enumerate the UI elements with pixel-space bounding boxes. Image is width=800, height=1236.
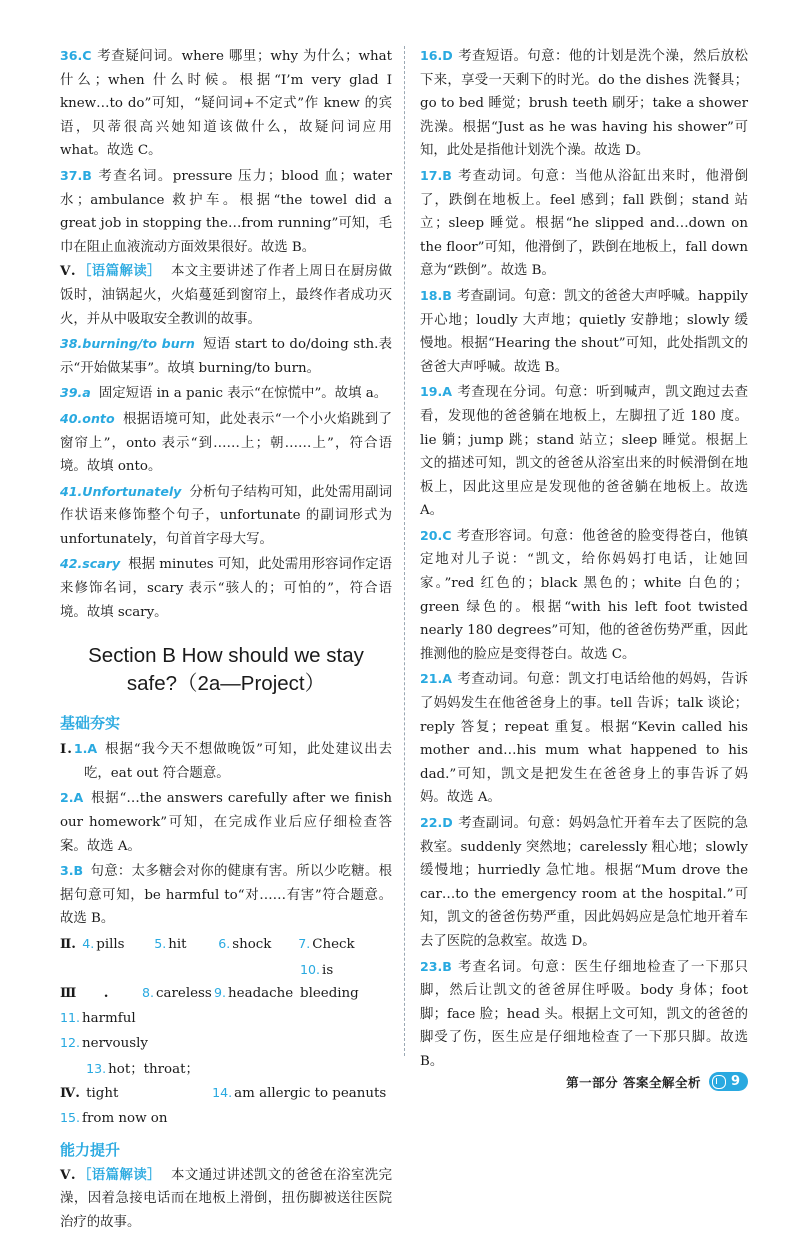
part-numeral: Ⅴ. — [60, 263, 76, 280]
answer-number: 20.C — [420, 527, 452, 543]
answer-17 — [420, 164, 748, 283]
answer-number: 39.a — [60, 385, 91, 401]
answer-number: 40.onto — [60, 410, 115, 426]
answer-36 — [60, 44, 392, 163]
fill-answer: 14. am allergic to peanuts — [212, 1084, 387, 1101]
answer-explanation: 考查副词。句意：凯文的爸爸大声呼喊。happily 开心地；loudly 大声地；quietly 安静地；slowly 缓慢地。根据“Hearing the shout”可知，此处指凯文的爸爸大声呼喊。故选 B。 — [420, 288, 748, 375]
fill-answer: 4. pills — [82, 936, 125, 952]
fill-answer: 7. Check — [298, 936, 355, 952]
answer-21 — [420, 667, 748, 810]
answer-number: 23.B — [420, 958, 452, 974]
footer-label: 第一部分 答案全解全析 — [566, 1074, 701, 1090]
section-title-line-2: safe?（2a—Project） — [126, 672, 326, 696]
answer-18 — [420, 284, 748, 379]
answer-39 — [60, 381, 392, 406]
answer-number: 19.A — [420, 384, 453, 400]
answer-explanation: 考查形容词。句意：他爸爸的脸变得苍白，他镇定地对儿子说：“凯文，给你妈妈打电话，让她回家。”red 红色的；black 黑色的；white 白色的；green 绿色的。根据“with his left foot twisted nearly 180 degrees”可知，他的爸爸伤势严重，因此推测他的脸应是变得苍白。故选 C。 — [420, 528, 748, 662]
fill-answer: 5. hit — [154, 936, 187, 952]
answer-number: 17.B — [420, 167, 452, 183]
subhead-basic: 基础夯实 — [60, 714, 121, 733]
answer-explanation: 根据语境可知，此处表示“一个小火焰跳到了窗帘上”，onto 表示“到……上；朝……上”，符合语境。故填 onto。 — [60, 411, 392, 475]
page-number-badge — [709, 1072, 748, 1091]
passage-summary-5 — [60, 260, 392, 331]
fill-answer: 6. shock — [218, 936, 272, 952]
passage-tag: ［语篇解读］ — [77, 1166, 162, 1183]
page-footer — [566, 1072, 748, 1091]
answer-19 — [420, 380, 748, 523]
answer-explanation: 短语 start to do/doing sth.表示“开始做某事”。故填 burning/to burn。 — [60, 337, 392, 376]
answer-explanation: 根据 minutes 可知，此处需用形容词作定语来修饰名词，scary 表示“骇人的；可怕的”，符合语境。故填 scary。 — [60, 557, 392, 620]
answer-row-2 — [60, 932, 392, 957]
answer-row-3 — [60, 958, 392, 1031]
answer-1 — [60, 737, 392, 785]
part-numeral: Ⅲ. — [60, 985, 109, 1002]
fill-answer: 8. careless — [142, 985, 212, 1002]
answer-explanation: 考查疑问词。where 哪里；why 为什么；what 什么；when 什么时候。根据“I’m very glad I knew…to do”可知，“疑问词+不定式”作 knew 的宾语，贝蒂很高兴她知道该做什么，故疑问词应用 what。故选 C。 — [60, 49, 392, 159]
part-numeral: Ⅰ. — [60, 741, 72, 758]
answer-number: 22.D — [420, 815, 453, 830]
part-numeral: Ⅳ. — [60, 1084, 80, 1101]
passage-tag: ［语篇解读］ — [77, 263, 162, 280]
answer-38 — [60, 332, 392, 380]
passage-summary-text: 本文通过讲述凯文的爸爸在浴室洗完澡，因着急接电话而在地板上滑倒，扭伤脚被送往医院治疗的故事。 — [60, 1167, 393, 1230]
answer-number: 42.scary — [60, 556, 121, 572]
fill-answer: 10. is bleeding — [300, 961, 359, 1002]
answer-number: 18.B — [420, 287, 452, 303]
page-number: 9 — [730, 1074, 740, 1089]
answer-22 — [420, 811, 748, 954]
answer-number: 16.D — [420, 48, 453, 63]
answer-row-4 — [60, 1057, 392, 1105]
answer-40 — [60, 407, 392, 479]
answer-explanation: 根据“…the answers carefully after we finish our homework”可知，在完成作业后应仔细检查答案。故选 A。 — [60, 791, 392, 854]
answer-explanation: 考查名词。句意：医生仔细地检查了一下那只脚，然后让凯文的爸爸屏住呼吸。body 身体；foot 脚；face 脸；head 头。根据上文可知，凯文的爸爸的脚受了伤，医生应是仔细地检查了一下那只脚。故选 B。 — [420, 959, 748, 1069]
answer-explanation: 考查短语。句意：他的计划是洗个澡，然后放松下来，享受一天剩下的时光。do the dishes 洗餐具；go to bed 睡觉；brush teeth 刷牙；take a shower 洗澡。根据“Just as he was having his shower”可知，此处是指他计划洗个澡。故选 D。 — [420, 49, 748, 159]
answer-2 — [60, 786, 392, 858]
answer-row-4b: 15. from now on — [60, 1110, 168, 1127]
subhead-ability: 能力提升 — [60, 1140, 121, 1159]
answer-number: 3.B — [60, 863, 84, 879]
answer-number: 21.A — [420, 671, 453, 687]
part-numeral: Ⅴ. — [60, 1166, 76, 1183]
answer-explanation: 根据“我今天不想做晚饭”可知，此处建议出去吃，eat out 符合题意。 — [84, 742, 392, 781]
right-column — [420, 44, 748, 1075]
section-title-line-1: Section B How should we stay — [88, 644, 364, 668]
fill-answer: 13. hot；throat；tight — [86, 1060, 199, 1101]
answer-number: 37.B — [60, 167, 92, 183]
passage-summary-5b — [60, 1164, 392, 1235]
answer-number: 41.Unfortunately — [60, 483, 182, 499]
answer-explanation: 考查名词。pressure 压力；blood 血；water 水；ambulance 救护车。根据“the towel did a great job in stopping the…from running”可知，毛巾在阻止血液流动方面效果很好。故选 B。 — [60, 168, 392, 255]
section-title — [60, 642, 392, 698]
answer-number: 36.C — [60, 48, 92, 63]
page-badge-icon — [712, 1075, 726, 1089]
answer-explanation: 考查动词。句意：凯文打电话给他的妈妈，告诉了妈妈发生在他爸爸身上的事。tell 告诉；talk 谈论；reply 答复；repeat 重复。根据“Kevin called his mother and…his mum what happened to his dad.”可知，凯文是把发生在爸爸身上的事告诉了妈妈。故选 A。 — [420, 672, 748, 806]
answer-number: 2.A — [60, 790, 84, 806]
answer-number: 38.burning/to burn — [60, 336, 195, 352]
answer-explanation: 句意：太多糖会对你的健康有害。所以少吃糖。根据句意可知，be harmful to“对……有害”符合题意。故选 B。 — [60, 864, 392, 927]
answer-37 — [60, 164, 392, 259]
answer-42 — [60, 552, 392, 624]
answer-3 — [60, 859, 392, 931]
fill-answer: 11. harmful — [60, 1009, 136, 1026]
answer-row-3b: 12. nervously — [60, 1035, 148, 1052]
answer-explanation: 分析句子结构可知，此处需用副词作状语来修饰整个句子，unfortunate 的副词形式为 unfortunately，句首首字母大写。 — [60, 484, 392, 547]
fill-answer: 9. headache — [214, 985, 294, 1002]
passage-summary-text: 本文主要讲述了作者上周日在厨房做饭时，油锅起火，火焰蔓延到窗帘上，最终作者成功灭火，并从中吸取安全教训的故事。 — [60, 264, 393, 327]
answer-explanation: 固定短语 in a panic 表示“在惊慌中”。故填 a。 — [98, 386, 388, 402]
part-numeral: Ⅱ. — [60, 936, 76, 952]
answer-explanation: 考查副词。句意：妈妈急忙开着车去了医院的急救室。suddenly 突然地；carelessly 粗心地；slowly 缓慢地；hurriedly 急忙地。根据“Mum drove the car…to the emergency room at the hospital.”可知，凯文的爸爸伤势严重，因此妈妈应是急忙地开着车去了医院的急救室。故选 D。 — [420, 816, 748, 949]
answer-23 — [420, 955, 748, 1074]
answer-20 — [420, 524, 748, 667]
left-column — [60, 44, 392, 1236]
answer-explanation: 考查动词。句意：当他从浴缸出来时，他滑倒了，跌倒在地板上。feel 感到；fall 跌倒；stand 站立；sleep 睡觉。根据“he slipped and…down on the floor”可知，他滑倒了，跌倒在地板上，fall down 意为“跌倒”。故选 B。 — [420, 168, 748, 279]
answer-41 — [60, 480, 392, 552]
answer-number: 1.A — [73, 741, 98, 757]
answer-16 — [420, 44, 748, 163]
column-divider — [404, 46, 405, 1056]
answer-explanation: 考查现在分词。句意：听到喊声，凯文跑过去查看，发现他的爸爸躺在地板上，左脚扭了近 180 度。lie 躺；jump 跳；stand 站立；sleep 睡觉。根据上文的描述可知，凯文的爸爸从浴室出来的时候滑倒在地板上，因此这里应是发现他的爸爸躺在地板上。故选 A。 — [420, 385, 748, 519]
